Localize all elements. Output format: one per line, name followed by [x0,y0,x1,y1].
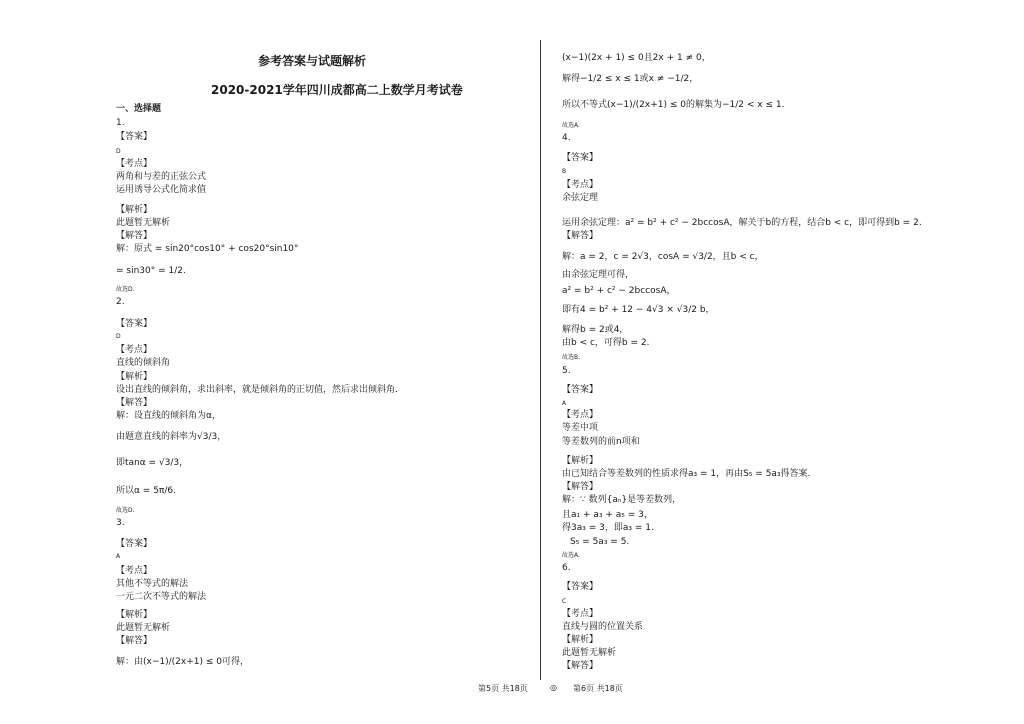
text-line: 【考点】 [116,345,153,355]
text-line: 【考点】 [562,180,599,190]
text-line: 【答案】 [116,132,153,142]
text-line: C [562,598,567,605]
text-line: 【解析】 [116,610,153,620]
text-line: 一、选择题 [116,104,162,114]
text-line: 故选A. [562,122,580,129]
text-line: 由已知结合等差数列的性质求得a₃ = 1，再由S₅ = 5a₃得答案． [562,469,817,479]
text-line: 【解答】 [562,482,599,492]
text-line: 【解析】 [116,205,153,215]
text-line: 等差中项 [562,423,599,433]
text-line: 【答案】 [562,582,599,592]
text-line: 且a₁ + a₃ + a₅ = 3， [562,510,653,520]
text-line: 2. [116,297,125,307]
text-line: 1. [116,118,125,128]
text-line: B [562,168,567,175]
exam-title: 2020-2021学年四川成都高二上数学月考试卷 [211,83,463,97]
text-line: 故选D. [116,507,135,514]
text-line: 解：a = 2，c = 2√3，cosA = √3/2，且b < c， [562,252,764,262]
right-page-number: 第6页 共18页 [573,684,623,693]
text-line: 【解析】 [562,456,599,466]
text-line: 【答案】 [562,385,599,395]
text-line: 运用诱导公式化简求值 [116,185,207,195]
text-line: 此题暂无解析 [116,218,171,228]
text-line: 由题意直线的斜率为√3/3， [116,432,227,442]
text-line: 故选D. [116,286,135,293]
text-line: 所以不等式(x−1)/(2x+1) ≤ 0的解集为−1/2 < x ≤ 1. [562,100,785,110]
text-line: 【答案】 [116,319,153,329]
text-line: 解：∵ 数列{aₙ}是等差数列， [562,495,682,505]
text-line: 所以α = 5π/6. [116,486,176,496]
text-line: A [562,400,567,407]
text-line: 此题暂无解析 [116,623,171,633]
text-line: 得3a₃ = 3，即a₃ = 1. [562,523,654,533]
text-line: 等差数列的前n项和 [562,437,640,447]
text-line: 【答案】 [116,539,153,549]
text-line: 【考点】 [116,566,153,576]
text-line: 余弦定理 [562,193,599,203]
text-line: 5. [562,366,571,376]
text-line: 【解答】 [116,636,153,646]
text-line: 【解析】 [562,635,599,645]
text-line: 解：由(x−1)/(2x+1) ≤ 0可得， [116,657,249,667]
text-line: 两角和与差的正弦公式 [116,172,207,182]
page-title: 参考答案与试题解析 [258,54,367,68]
column-divider [540,40,541,680]
text-line: 运用余弦定理：a² = b² + c² − 2bccosA，解关于b的方程，结合b < c，即可得到b = 2. [562,218,922,228]
text-line: 直线的倾斜角 [116,358,171,368]
text-line: D [116,148,121,155]
text-line: 故选B. [562,354,581,361]
text-line: 【解析】 [116,372,153,382]
text-line: = sin30° = 1/2. [116,266,186,276]
text-line: 【考点】 [562,410,599,420]
text-line: 故选A. [562,552,580,559]
footer-separator-icon: ◎ [550,683,557,692]
text-line: 解：设直线的倾斜角为α， [116,411,221,421]
text-line: 【解答】 [562,231,599,241]
text-line: (x−1)(2x + 1) ≤ 0且2x + 1 ≠ 0， [562,53,711,63]
text-line: 【考点】 [562,609,599,619]
text-line: 解得b = 2或4， [562,325,629,335]
text-line: 4. [562,133,571,143]
text-line: A [116,553,121,560]
text-line: D [116,333,121,340]
text-line: 此题暂无解析 [562,648,617,658]
text-line: 解：原式 = sin20°cos10° + cos20°sin10° [116,244,299,254]
text-line: 【解答】 [116,398,153,408]
text-line: 【解答】 [562,661,599,671]
text-line: 【解答】 [116,231,153,241]
text-line: S₅ = 5a₃ = 5. [570,537,630,547]
text-line: 一元二次不等式的解法 [116,592,207,602]
text-line: 直线与圆的位置关系 [562,622,644,632]
text-line: 由余弦定理可得， [562,270,635,280]
text-line: 其他不等式的解法 [116,579,189,589]
text-line: a² = b² + c² − 2bccosA， [562,286,676,296]
text-line: 即tanα = √3/3， [116,458,189,468]
text-line: 设出直线的倾斜角，求出斜率，就是倾斜角的正切值，然后求出倾斜角． [116,385,405,395]
text-line: 3. [116,518,125,528]
text-line: 【答案】 [562,153,599,163]
text-line: 解得−1/2 ≤ x ≤ 1或x ≠ −1/2， [562,74,699,84]
text-line: 由b < c，可得b = 2. [562,338,650,348]
text-line: 【考点】 [116,159,153,169]
text-line: 即有4 = b² + 12 − 4√3 × √3/2 b， [562,305,715,315]
text-line: 6. [562,563,571,573]
left-page-number: 第5页 共18页 [478,684,528,693]
